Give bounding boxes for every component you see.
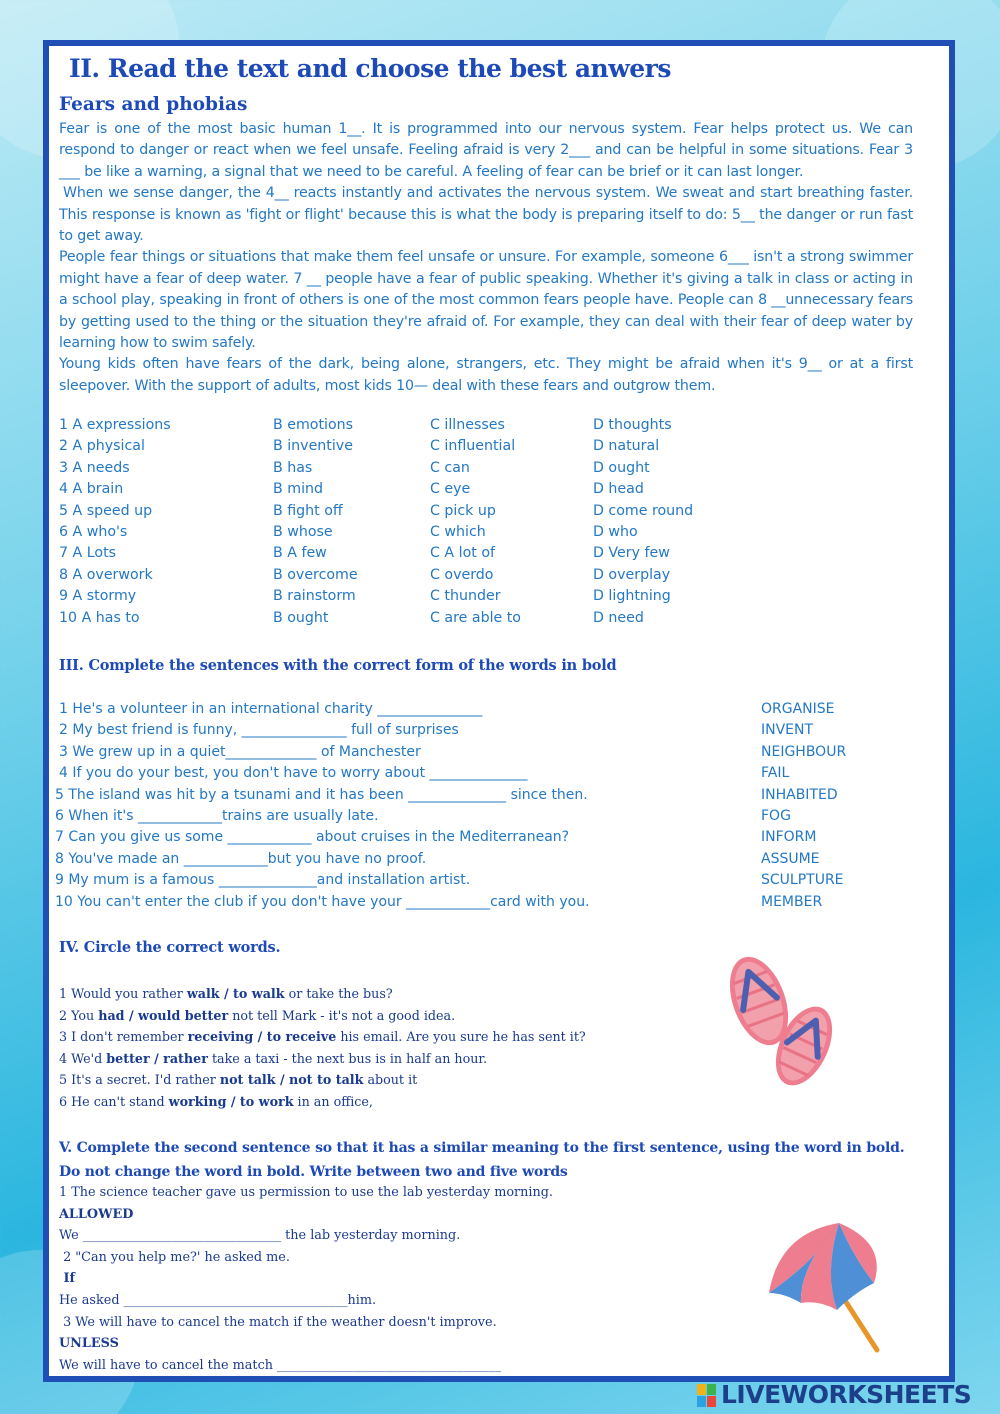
sentence-text[interactable]: 7 Can you give us some ____________ about cruises in the Mediterranean? <box>55 829 570 846</box>
option-row <box>59 545 759 566</box>
sentence-text[interactable]: 2 My best friend is funny, _______________ full of surprises <box>59 722 459 739</box>
transformation-line[interactable]: We _______________________________ the lab yesterday morning. <box>59 1228 461 1244</box>
root-word: FAIL <box>761 765 790 782</box>
word-choice[interactable]: receiving / to receive <box>187 1029 337 1045</box>
option-row <box>59 503 759 524</box>
root-word: INFORM <box>761 829 817 846</box>
circle-item <box>59 1029 719 1051</box>
option-choice[interactable]: D thoughts <box>593 417 672 433</box>
option-row <box>59 417 759 438</box>
sentence-part: or take the bus? <box>284 986 393 1001</box>
sentence-text[interactable]: 6 When it's ____________trains are usually late. <box>55 807 379 824</box>
option-choice[interactable]: B overcome <box>273 566 358 583</box>
brand-logo-icon <box>697 1384 717 1408</box>
option-choice[interactable]: C overdo <box>430 566 494 583</box>
word-choice[interactable]: walk / to walk <box>186 986 285 1001</box>
sentence-part: 1 Would you rather <box>59 986 187 1001</box>
sentence-part: 5 It's a secret. I'd rather <box>59 1072 220 1088</box>
word-formation-item <box>55 851 875 872</box>
liveworksheets-brand <box>697 1380 997 1410</box>
passage-title: Fears and phobias <box>59 94 248 115</box>
transformation-line[interactable]: We will have to cancel the match ___________________________________ <box>59 1357 501 1373</box>
option-choice[interactable]: C illnesses <box>430 417 505 433</box>
option-choice[interactable]: D who <box>593 523 638 540</box>
word-formation-item <box>55 765 875 786</box>
section-3-heading: III. Complete the sentences with the correct form of the words in bold <box>59 657 617 674</box>
root-word: INVENT <box>761 722 814 739</box>
word-choice[interactable]: better / rather <box>106 1050 208 1066</box>
transformation-line: 2 "Can you help me?' he asked me. <box>59 1249 290 1265</box>
option-choice[interactable]: 8 A overwork <box>59 566 153 583</box>
option-choice[interactable]: C eye <box>430 481 471 498</box>
word-formation-item <box>55 701 875 722</box>
option-choice[interactable]: B has <box>273 459 313 476</box>
circle-item <box>59 1094 719 1116</box>
option-choice[interactable]: B whose <box>273 523 333 540</box>
option-choice[interactable]: C pick up <box>430 502 496 519</box>
option-choice[interactable]: 10 A has to <box>59 609 140 626</box>
option-row <box>59 588 759 609</box>
option-choice[interactable]: B inventive <box>273 438 353 455</box>
root-word: ORGANISE <box>761 701 835 717</box>
transformation-line: 1 The science teacher gave us permission to use the lab yesterday morning. <box>59 1185 553 1200</box>
sentence-text[interactable]: 10 You can't enter the club if you don't have your ____________card with you. <box>55 893 590 910</box>
option-row <box>59 567 759 588</box>
option-choice[interactable]: B fight off <box>273 502 343 519</box>
word-formation-list <box>55 701 875 915</box>
sentence-part: take a taxi - the next bus is in half an hour. <box>207 1050 488 1066</box>
key-word: If <box>59 1271 75 1287</box>
sentence-part: in an office, <box>293 1093 373 1109</box>
brand-name: LIVEWORKSHEETS <box>721 1380 972 1409</box>
option-choice[interactable]: D natural <box>593 438 660 455</box>
word-formation-item <box>55 744 875 765</box>
key-word: ALLOWED <box>59 1206 134 1222</box>
option-choice[interactable]: C influential <box>430 438 516 455</box>
transformation-line: 3 We will have to cancel the match if the weather doesn't improve. <box>59 1314 497 1330</box>
sentence-text[interactable]: 8 You've made an ____________but you have no proof. <box>55 850 427 867</box>
sentence-part: 2 You <box>59 1007 99 1023</box>
option-row <box>59 524 759 545</box>
word-formation-item <box>55 829 875 850</box>
option-row <box>59 610 759 631</box>
option-choice[interactable]: 4 A brain <box>59 481 124 498</box>
option-choice[interactable]: 2 A physical <box>59 438 145 455</box>
option-row <box>59 481 759 502</box>
option-choice[interactable]: C can <box>430 459 470 476</box>
option-choice[interactable]: D lightning <box>593 588 671 605</box>
sentence-text[interactable]: 9 My mum is a famous ______________and installation artist. <box>55 872 471 889</box>
option-choice[interactable]: 5 A speed up <box>59 502 153 519</box>
section-2-title: II. Read the text and choose the best anwers <box>69 54 671 83</box>
sentence-part: 6 He can't stand <box>59 1093 169 1109</box>
word-formation-item <box>55 808 875 829</box>
word-formation-item <box>55 894 875 915</box>
section-5-heading: V. Complete the second sentence so that it has a similar meaning to the first sentence, using the word in bold. Do not change the word in bold. Write between two and five words <box>59 1140 905 1180</box>
worksheet-page <box>43 40 955 1382</box>
option-choice[interactable]: 9 A stormy <box>59 588 137 605</box>
sentence-part: 3 I don't remember <box>59 1029 188 1045</box>
option-choice[interactable]: 1 A expressions <box>59 417 171 433</box>
option-choice[interactable]: D ought <box>593 459 650 476</box>
root-word: INHABITED <box>761 786 838 803</box>
passage-paragraph: People fear things or situations that make them feel unsafe or unsure. For example, someone 6___ isn't a strong swimmer might have a fear of deep water. 7 __ people have a fear of public speaking. Whether it's giving a talk in class or acting in a school play, speaking in front of others is one of the most common fears people have. People can 8 __unnecessary fears by getting used to the thing or the situation they're afraid of. For example, they can deal with their fear of deep water by learning how to swim safely. <box>59 249 913 352</box>
transformation-list <box>59 1185 759 1379</box>
sentence-text[interactable]: 3 We grew up in a quiet_____________ of Manchester <box>59 743 421 760</box>
option-choice[interactable]: B emotions <box>273 417 354 433</box>
sentence-part: not tell Mark - it's not a good idea. <box>228 1007 456 1023</box>
circle-words-list <box>59 986 719 1116</box>
passage-paragraph: Fear is one of the most basic human 1__. It is programmed into our nervous system. Fear helps protect us. We can respond to danger or react when we feel unsafe. Feeling afraid is very 2___ and can be helpful in some situations. Fear 3 ___ be like a warning, a signal that we need to be careful. A feeling of fear can be brief or it can last longer. <box>59 121 913 180</box>
option-choice[interactable]: C which <box>430 523 486 540</box>
passage-paragraph: Young kids often have fears of the dark, being alone, strangers, etc. They might be afraid when it's 9__ or at a first sleepover. With the support of adults, most kids 10— deal with these fears and outgrow them. <box>59 356 913 394</box>
option-choice[interactable]: 6 A who's <box>59 523 128 540</box>
word-formation-item <box>55 872 875 893</box>
root-word: SCULPTURE <box>761 872 844 889</box>
circle-item <box>59 1008 719 1030</box>
option-choice[interactable]: C are able to <box>430 609 521 626</box>
key-word: UNLESS <box>59 1336 119 1352</box>
sentence-text[interactable]: 5 The island was hit by a tsunami and it has been ______________ since then. <box>55 786 588 803</box>
word-formation-item <box>55 722 875 743</box>
option-choice[interactable]: 3 A needs <box>59 459 130 476</box>
option-choice[interactable]: D overplay <box>593 566 671 583</box>
flip-flops-illustration <box>719 946 849 1096</box>
sentence-text[interactable]: 4 If you do your best, you don't have to worry about ______________ <box>59 765 528 782</box>
circle-item <box>59 1051 719 1073</box>
sentence-part: about it <box>363 1072 418 1088</box>
circle-item <box>59 1072 719 1094</box>
circle-item <box>59 986 719 1008</box>
beach-umbrella-illustration <box>759 1218 899 1358</box>
root-word: MEMBER <box>761 893 823 910</box>
option-row <box>59 438 759 459</box>
option-row <box>59 460 759 481</box>
sentence-text[interactable]: 1 He's a volunteer in an international charity _______________ <box>59 701 483 717</box>
root-word: NEIGHBOUR <box>761 743 847 760</box>
option-choice[interactable]: D come round <box>593 502 694 519</box>
word-formation-item <box>55 787 875 808</box>
section-4-heading: IV. Circle the correct words. <box>59 939 281 956</box>
root-word: FOG <box>761 807 791 824</box>
sentence-part: 4 We'd <box>59 1050 107 1066</box>
answer-options <box>59 417 759 631</box>
passage-paragraph: When we sense danger, the 4__ reacts instantly and activates the nervous system. We sweat and start breathing faster. This response is known as 'fight or flight' because this is what the body is preparing itself to do: 5__ the danger or run fast to get away. <box>59 185 913 245</box>
option-choice[interactable]: D Very few <box>593 545 670 562</box>
word-choice[interactable]: had / would better <box>98 1007 229 1023</box>
option-choice[interactable]: C A lot of <box>430 545 496 562</box>
word-choice[interactable]: working / to work <box>168 1093 294 1109</box>
option-choice[interactable]: D need <box>593 609 644 626</box>
reading-passage <box>59 119 913 397</box>
option-choice[interactable]: C thunder <box>430 588 501 605</box>
word-choice[interactable]: not talk / not to talk <box>219 1072 364 1088</box>
option-choice[interactable]: B ought <box>273 609 329 626</box>
option-choice[interactable]: B mind <box>273 481 324 498</box>
sentence-part: his email. Are you sure he has sent it? <box>336 1029 586 1045</box>
option-choice[interactable]: B rainstorm <box>273 588 356 605</box>
option-choice[interactable]: 7 A Lots <box>59 545 117 562</box>
option-choice[interactable]: D head <box>593 481 644 498</box>
root-word: ASSUME <box>761 850 820 867</box>
option-choice[interactable]: B A few <box>273 545 327 562</box>
transformation-line[interactable]: He asked ___________________________________him. <box>59 1292 377 1308</box>
